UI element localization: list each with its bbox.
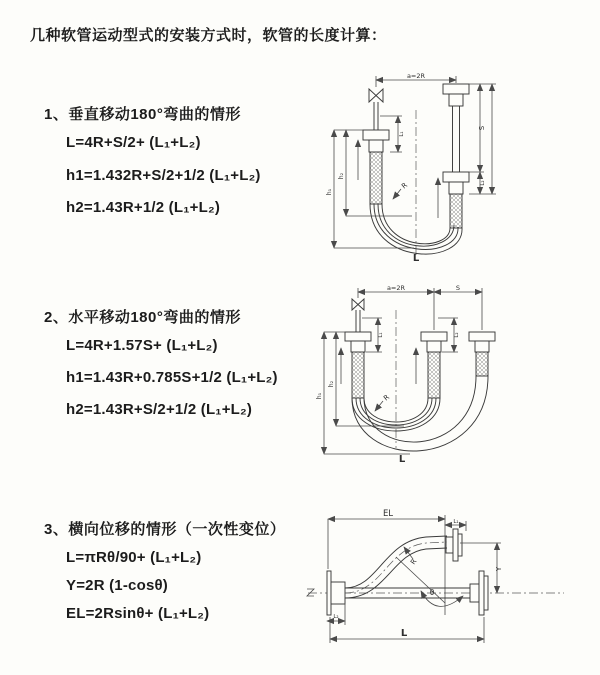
formula-h1-2: h1=1.43R+0.785S+1/2 (L₁+L₂) [66,369,278,386]
dim-label-h2: h₂ [328,380,335,388]
page-title: 几种软管运动型式的安装方式时，软管的长度计算： [30,27,387,44]
braided-hose-right [476,352,488,376]
section-3-heading: 3、横向位移的情形（一次性变位） [44,521,286,538]
dim-label-l1: L₁ [453,519,459,525]
formula-h2-2: h2=1.43R+S/2+1/2 (L₁+L₂) [66,401,253,418]
formula-h1-1: h1=1.432R+S/2+1/2 (L₁+L₂) [66,167,261,184]
dim-label-h1: h₁ [326,188,333,196]
braided-hose-middle [428,352,440,398]
dim-label-l1: L₁ [378,332,384,338]
section-2-heading: 2、水平移动180°弯曲的情形 [44,309,241,326]
dim-label-r: R [382,393,392,403]
diagram-horizontal-180-bend [312,280,597,465]
dim-label-r: R [400,181,410,191]
centerline-break-mark [307,589,314,596]
formula-h2-1: h2=1.43R+1/2 (L₁+L₂) [66,199,221,216]
dim-label-s: S [455,284,461,292]
dim-label-h2: h₂ [338,172,345,180]
dim-label-l: L [412,253,420,264]
braided-hose-right [450,194,462,228]
braided-hose-left [352,352,364,398]
dim-label-r: R [409,557,419,567]
dim-label-h1: h₁ [316,392,323,400]
dim-label-y: Y [495,566,503,572]
diagram-lateral-displacement [300,503,598,653]
valve-icon [369,89,383,102]
dim-label-l1: L₁ [399,131,405,137]
diagram-vertical-180-bend [318,68,593,264]
dim-label-s: S [478,125,486,131]
formula-L-2: L=4R+1.57S+ (L₁+L₂) [66,337,218,354]
dim-label-l2: L₂ [333,614,339,620]
dim-label-a2r: a=2R [406,72,426,80]
dim-label-el: EL [382,509,394,519]
formula-Y-3: Y=2R (1-cosθ) [66,577,168,594]
hose-curve [345,536,447,588]
dim-label-l2: L₂ [480,180,486,186]
dim-label-a2r: a=2R [386,284,406,292]
dim-label-l: L [398,454,406,465]
braided-hose-left [370,152,382,204]
dim-label-l2: L₂ [454,332,460,338]
formula-EL-3: EL=2Rsinθ+ (L₁+L₂) [66,605,210,622]
dim-label-theta: θ [429,588,435,597]
formula-L-1: L=4R+S/2+ (L₁+L₂) [66,134,201,151]
valve-icon [352,299,364,310]
section-1-heading: 1、垂直移动180°弯曲的情形 [44,106,241,123]
dim-label-l: L [400,628,408,639]
formula-L-3: L=πRθ/90+ (L₁+L₂) [66,549,202,566]
